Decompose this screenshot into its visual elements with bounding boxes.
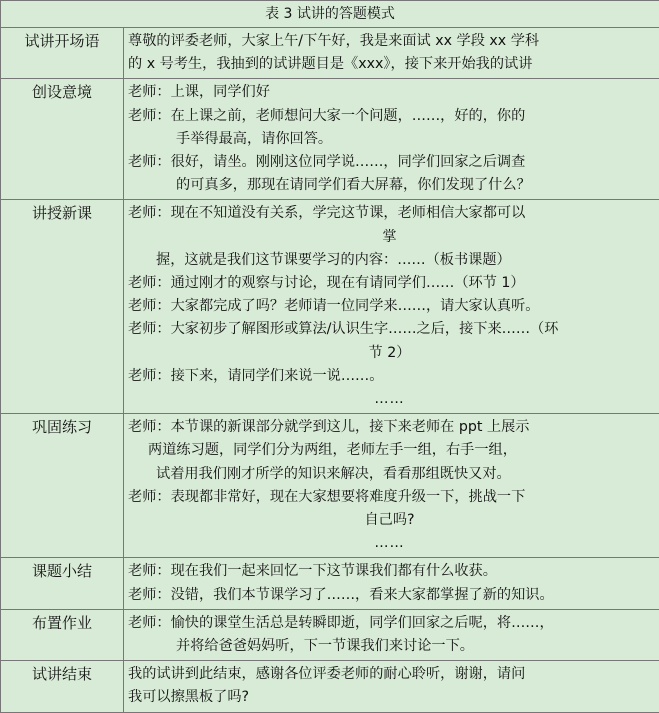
row-label-cell	[1, 28, 124, 79]
content-line: 并将给爸爸妈妈听，下一节课我们来讨论一下。	[128, 635, 651, 658]
content-line: 两道练习题，同学们分为两组，老师左手一组，右手一组，	[128, 439, 651, 462]
content-line: ……	[128, 532, 651, 555]
row-label: 布置作业	[1, 610, 123, 635]
table-row	[1, 414, 659, 558]
content-line: 老师：上课，同学们好	[128, 81, 651, 104]
row-label: 创设意境	[1, 79, 123, 104]
content-line: 试着用我们刚才所学的知识来解决，看看那组既快又对。	[128, 463, 651, 486]
table-row	[1, 79, 659, 200]
table-title: 表 3 试讲的答题模式	[1, 1, 659, 28]
table-row	[1, 661, 659, 712]
table-row	[1, 200, 659, 414]
content-line: 老师：接下来，请同学们来说一说……。	[128, 365, 651, 388]
content-line: 自己吗?	[128, 509, 651, 532]
row-content-cell	[124, 661, 659, 712]
table-title-row	[1, 1, 659, 28]
row-label: 试讲结束	[1, 661, 123, 686]
row-label-cell	[1, 79, 124, 200]
content-line: 我的试讲到此结束，感谢各位评委老师的耐心聆听，谢谢，请问	[128, 663, 651, 686]
row-label: 课题小结	[1, 558, 123, 583]
row-label-cell	[1, 200, 124, 414]
content-line: 我可以擦黑板了吗?	[128, 686, 651, 709]
content-line: 掌	[128, 226, 651, 249]
content-line: 老师：大家都完成了吗？老师请一位同学来……，请大家认真听。	[128, 295, 651, 318]
row-content-cell	[124, 28, 659, 79]
row-label-cell	[1, 609, 124, 660]
content-line: 老师：本节课的新课部分就学到这儿，接下来老师在 ppt 上展示	[128, 416, 651, 439]
content-line: 的 x 号考生，我抽到的试讲题目是《xxx》，接下来开始我的试讲	[128, 53, 651, 76]
content-line: 老师：现在不知道没有关系，学完这节课，老师相信大家都可以	[128, 202, 651, 225]
content-line: 老师：很好，请坐。刚刚这位同学说……，同学们回家之后调查	[128, 151, 651, 174]
table-row	[1, 558, 659, 609]
table-row	[1, 28, 659, 79]
row-label: 试讲开场语	[1, 28, 123, 53]
row-content-cell	[124, 558, 659, 609]
row-label-cell	[1, 661, 124, 712]
content-line: 老师：大家初步了解图形或算法/认识生字……之后，接下来……（环	[128, 318, 651, 341]
content-line: 老师：愉快的课堂生活总是转瞬即逝，同学们回家之后呢，将……，	[128, 612, 651, 635]
content-line: 手举得最高，请你回答。	[128, 128, 651, 151]
content-line: 老师：在上课之前，老师想问大家一个问题，……，好的，你的	[128, 105, 651, 128]
content-line: 老师：没错，我们本节课学习了……，看来大家都掌握了新的知识。	[128, 584, 651, 607]
content-line: 握，这就是我们这节课要学习的内容：……（板书课题）	[128, 249, 651, 272]
row-content-cell	[124, 79, 659, 200]
row-label-cell	[1, 558, 124, 609]
content-line: 尊敬的评委老师，大家上午/下午好，我是来面试 xx 学段 xx 学科	[128, 30, 651, 53]
content-line: 节 2）	[128, 342, 651, 365]
content-line: 老师：表现都非常好，现在大家想要将难度升级一下，挑战一下	[128, 486, 651, 509]
row-content-cell	[124, 414, 659, 558]
content-line: 的可真多，那现在请同学们看大屏幕，你们发现了什么？	[128, 174, 651, 197]
row-label-cell	[1, 414, 124, 558]
content-line: 老师：通过刚才的观察与讨论，现在有请同学们……（环节 1）	[128, 272, 651, 295]
row-label: 巩固练习	[1, 414, 123, 439]
row-label: 讲授新课	[1, 200, 123, 225]
content-line: ……	[128, 388, 651, 411]
table-row	[1, 609, 659, 660]
row-content-cell	[124, 200, 659, 414]
row-content-cell	[124, 609, 659, 660]
content-line: 老师：现在我们一起来回忆一下这节课我们都有什么收获。	[128, 560, 651, 583]
